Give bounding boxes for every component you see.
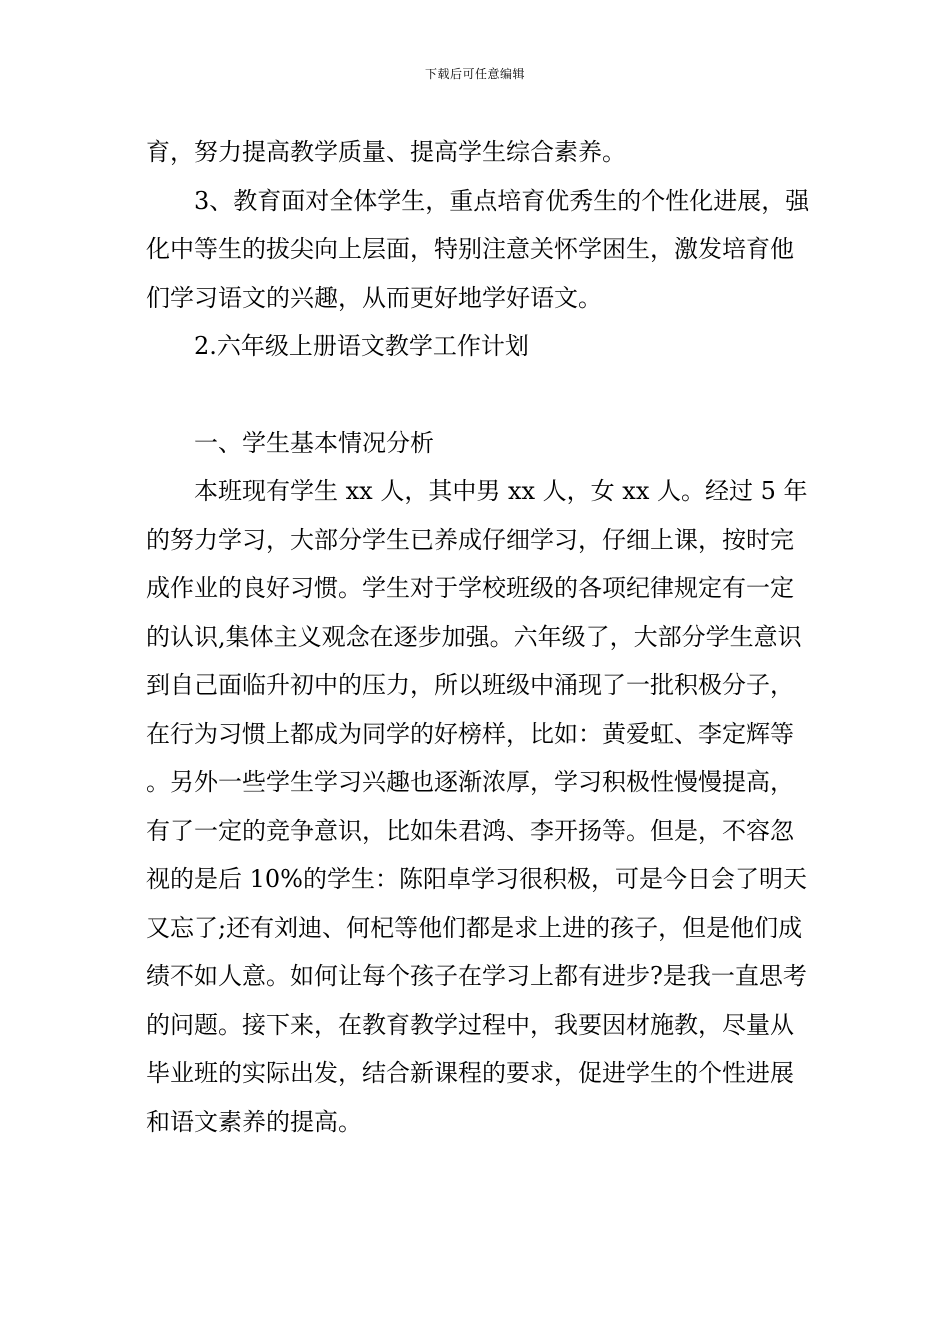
paragraph-point-3: 3、教育面对全体学生，重点培育优秀生的个性化进展，强化中等生的拔尖向上层面，特别注意关怀学困生，激发培育他们学习语文的兴趣，从而更好地学好语文。 — [146, 186, 810, 312]
section-heading-student-analysis: 一、学生基本情况分析 — [194, 428, 434, 457]
paragraph-continuation: 育，努力提高教学质量、提高学生综合素养。 — [146, 138, 626, 166]
paragraph-student-analysis: 本班现有学生 xx 人，其中男 xx 人，女 xx 人。经过 5 年的努力学习，大部分学生已养成仔细学习，仔细上课，按时完成作业的良好习惯。学生对于学校班级的各项纪律规定有一定的认识,集体主义观念在逐步加强。六年级了，大部分学生意识到自己面临升初中的压力，所以班级中涌现了一批积极分子，在行为习惯上都成为同学的好榜样，比如：黄爱虹、李定辉等。另外一些学生学习兴趣也逐渐浓厚，学习积极性慢慢提高，有了一定的竞争意识，比如朱君鸿、李开扬等。但是，不容忽视的是后 10%的学生：陈阳卓学习很积极，可是今日会了明天又忘了;还有刘迪、何杞等他们都是求上进的孩子，但是他们成绩不如人意。如何让每个孩子在学习上都有进步?是我一直思考的问题。接下来，在教育教学过程中，我要因材施教，尽量从毕业班的实际出发，结合新课程的要求，促进学生的个性进展和语文素养的提高。 — [146, 477, 808, 1136]
document-body — [146, 128, 810, 1146]
blank-line — [146, 371, 810, 419]
page-header-note: 下载后可任意编辑 — [424, 67, 525, 81]
section-title-plan: 2.六年级上册语文教学工作计划 — [194, 332, 529, 360]
